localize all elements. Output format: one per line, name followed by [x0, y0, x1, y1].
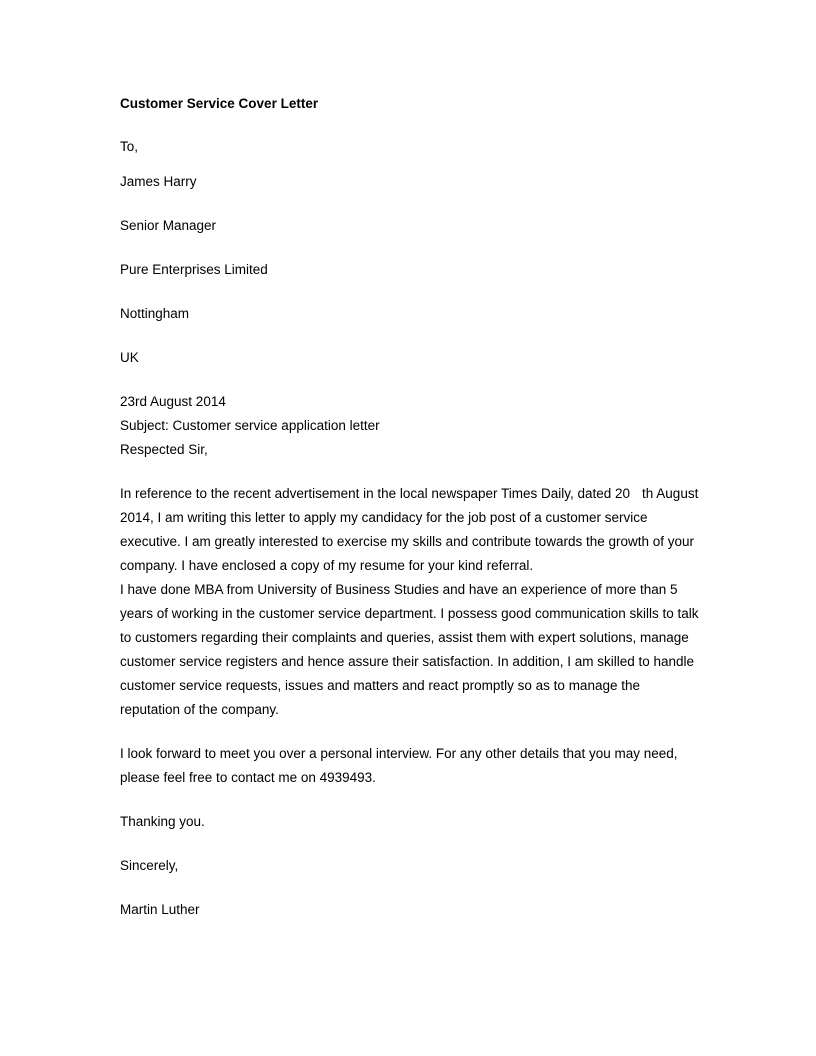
paragraph-line: to customers regarding their complaints and queries, assist them with expert solutions, manage — [120, 630, 689, 645]
paragraph-line: 2014, I am writing this letter to apply my candidacy for the job post of a customer service — [120, 510, 648, 525]
paragraph-line: please feel free to contact me on 4939493. — [120, 770, 376, 785]
paragraph-line-text: In reference to the recent advertisement in the local newspaper Times Daily, dated 20 — [120, 486, 631, 501]
recipient-country: UK — [120, 350, 139, 365]
document-title: Customer Service Cover Letter — [120, 96, 319, 111]
letter-date: 23rd August 2014 — [120, 394, 226, 409]
signature-name: Martin Luther — [120, 902, 200, 917]
recipient-company: Pure Enterprises Limited — [120, 262, 268, 277]
paragraph-line: years of working in the customer service department. I possess good communication skills to talk — [120, 606, 699, 621]
paragraph-reference — [120, 482, 700, 722]
letter-greeting: Respected Sir, — [120, 442, 208, 457]
salutation-to: To, — [120, 139, 139, 154]
thanks-line: Thanking you. — [120, 814, 205, 829]
paragraph-closing-request — [120, 742, 700, 790]
letter-subject: Subject: Customer service application letter — [120, 418, 380, 433]
paragraph-line: I look forward to meet you over a personal interview. For any other details that you may need, — [120, 746, 678, 761]
paragraph-line: customer service requests, issues and matters and react promptly so as to manage the — [120, 678, 640, 693]
closing-line: Sincerely, — [120, 858, 179, 873]
recipient-name: James Harry — [120, 174, 197, 189]
paragraph-line: company. I have enclosed a copy of my resume for your kind referral. — [120, 558, 534, 573]
recipient-city: Nottingham — [120, 306, 190, 321]
paragraph-line: reputation of the company. — [120, 702, 279, 717]
paragraph-line — [120, 482, 700, 506]
paragraph-line: customer service registers and hence assure their satisfaction. In addition, I am skilled to handle — [120, 654, 695, 669]
paragraph-line: executive. I am greatly interested to exercise my skills and contribute towards the growth of your — [120, 534, 695, 549]
paragraph-line: I have done MBA from University of Business Studies and have an experience of more than 5 — [120, 582, 678, 597]
recipient-position: Senior Manager — [120, 218, 217, 233]
paragraph-line-tail: th August — [642, 486, 699, 501]
